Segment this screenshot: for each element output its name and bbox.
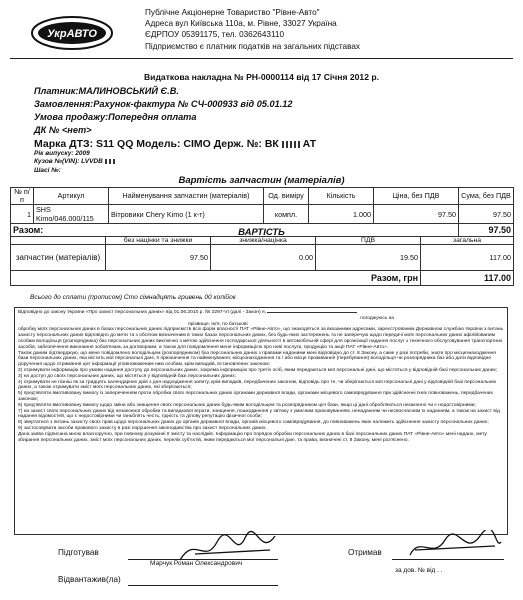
svg-text:УкрАВТО: УкрАВТО bbox=[47, 28, 97, 40]
vehicle-field bbox=[34, 138, 316, 150]
cell-num: 1 bbox=[11, 205, 34, 224]
cost-total-label: Разом, грн bbox=[11, 271, 421, 286]
cell-discount: 0.00 bbox=[211, 245, 316, 271]
sale-terms-field: Умова продажу:Попередня оплата bbox=[34, 112, 197, 122]
cost-total-row bbox=[11, 271, 514, 286]
consent-paragraph: 2) отримувати інформацію про умови надання доступу до персональних даних, зокрема інформацію про третіх осіб, яким передаються мої персональні дані, що містяться у відповідній базі персональних даних; bbox=[18, 367, 498, 373]
consent-paragraph: 3) на доступ до своїх персональних даних, що містяться у відповідній базі персональних даних; bbox=[18, 373, 237, 379]
payer-field: Платник:МАЛИНОВСЬКИЙ Є.В. bbox=[34, 86, 179, 96]
col-header: без націнки та знижки bbox=[106, 237, 211, 245]
col-header: знижка/націнка bbox=[211, 237, 316, 245]
company-tax-status: Підприємство є платник податків на загальних підставах bbox=[145, 41, 361, 51]
vin-field bbox=[34, 158, 117, 165]
cost-total-value: 117.00 bbox=[421, 271, 514, 286]
consent-paragraph: 7) на захист своїх персональних даних від незаконної обробки та випадкової втрати, знищення, пошкодження у зв'язку з умисним приховуванням, ненаданням чи несвоєчасним їх наданням, а також на захист від надання відомостей, що є недостовірними чи ганьблять честь, гідність та ділову репутацію фізичної особи; bbox=[18, 408, 500, 420]
col-header: Найменування запчастин (матеріалів) bbox=[109, 188, 264, 205]
col-header: № п/п bbox=[11, 188, 34, 205]
consent-paragraph: обробку моїх персональних даних в базах персональних даних підприємств всіх форм власності ПАТ «Рівне-Авто», що знаходяться за вказаними адресами, зареєстрованим Державною службою України з питань захисту персональних даних відповідно до мети та з обсягом визначеним в таких базах персональних даних, без будь-яких застережень та не заперечую щодо передачі моїх персональних даних афілійованим особам володільця (розпорядника) баз персональних даних виключно з метою здійснення господарської діяльності в автомобільній сфері для організації надання послуг з технічного обслуговування транспортних засобів, забезпечення виконання зобов'язань за договорами, а також для повідомлення мене інформацією про нові послуги, продукцію та акції ПАТ «Рівне-Авто». bbox=[18, 327, 504, 350]
parts-total-label: Разом: bbox=[11, 224, 459, 237]
cost-section-title: ВАРТІСТЬ bbox=[238, 227, 285, 238]
proxy-note: за дов. № від . . bbox=[395, 567, 443, 574]
table-row bbox=[11, 205, 514, 224]
cell-qty: 1.000 bbox=[309, 205, 374, 224]
company-address: Адреса вул Київська 110а, м. Рівне, 33027 Україна bbox=[145, 19, 337, 29]
consent-paragraph: Також даним підтверджую, що мене повідомлено володільцем (розпорядником) баз персональних даних з правами наданими мені відповідно до ст. 8 Закону, а саме у разі потреби, знати про місцезнаходження бази персональних даних, яка містить мої персональні дані, її призначення та найменування, місцезнаходження та / або місце проживання (перебування) володільця чи розпорядника баз або дати відповідне доручення щодо отримання цієї інформації уповноваженим ним особам, крім випадків, встановлених законом; bbox=[18, 350, 496, 368]
amount-in-words: Всього до сплати (прописом) Сто сімнадцять гривень 00 копійок bbox=[30, 294, 236, 301]
cell-name: Вітровики Chery Kimo (1 к-т) bbox=[109, 205, 264, 224]
parts-section-title: Вартість запчастин (матеріалів) bbox=[178, 175, 345, 186]
consent-paragraph: 8) звертатися з питань захисту своїх прав щодо персональних даних до органів державної влади, органів місцевого самоврядування, до повноважень яких належить здійснення захисту персональних даних; bbox=[18, 420, 489, 426]
consent-paragraph: 6) пред'являти вмотивовану вимогу щодо зміни або знищення своїх персональних даних будь-яким володільцем та розпорядником цієї бази, якщо ці дані обробляються незаконно чи є недостовірними; bbox=[18, 402, 476, 408]
cell-vat: 19.50 bbox=[316, 245, 421, 271]
header-divider bbox=[10, 58, 513, 59]
cost-header-row bbox=[11, 237, 514, 245]
col-header: Кількість bbox=[309, 188, 374, 205]
col-header: Артикул bbox=[34, 188, 109, 205]
table-row bbox=[11, 245, 514, 271]
issued-label: Підготував bbox=[58, 548, 99, 557]
col-header: Сума, без ПДВ bbox=[459, 188, 514, 205]
company-edrpou: ЄДРПОУ 05391175, тел. 0362643110 bbox=[145, 30, 285, 40]
cell-price: 97.50 bbox=[374, 205, 459, 224]
col-header: Ціна, без ПДВ bbox=[374, 188, 459, 205]
consent-agree: погоджуюсь на bbox=[360, 315, 394, 321]
parts-header-row bbox=[11, 188, 514, 205]
consent-name-hint: прізвище, ім'я, по батькові bbox=[188, 321, 248, 327]
vehicle-plate-end: АТ bbox=[302, 138, 317, 150]
company-info bbox=[145, 7, 505, 52]
cell-sum: 97.50 bbox=[459, 205, 514, 224]
cost-table bbox=[10, 236, 514, 286]
cell-unit: компл. bbox=[264, 205, 309, 224]
consent-intro: Відповідно до закону України «Про захист персональних даних» від 01.06.2010 р. № 2297-VI (далі - Закон) я, bbox=[18, 310, 504, 316]
vin-redaction bbox=[105, 159, 117, 164]
authorized-label: Відвантажив(ла) bbox=[58, 575, 121, 584]
col-header: Од. виміру bbox=[264, 188, 309, 205]
issuer-signature bbox=[175, 530, 285, 570]
authorized-sign-line bbox=[128, 585, 278, 586]
col-header bbox=[11, 237, 106, 245]
document-title: Видаткова накладна № РН-0000114 від 17 Січня 2012 р. bbox=[143, 72, 380, 82]
cell-base: 97.50 bbox=[106, 245, 211, 271]
col-header: ПДВ bbox=[316, 237, 421, 245]
vin-text: Кузов №(VIN): LVVDB bbox=[34, 158, 103, 165]
order-field: Замовлення:Рахунок-фактура № СЧ-000933 від 05.01.12 bbox=[34, 99, 293, 109]
col-header: загальна bbox=[421, 237, 514, 245]
cell-category: запчастин (матеріалів) bbox=[11, 245, 106, 271]
parts-total-value: 97.50 bbox=[459, 224, 514, 237]
consent-paragraph: 5) пред'являти вмотивовану вимогу із запереченням проти обробки своїх персональних даних органами державної влади, органами місцевого самоврядування при здійсненні їхніх повноважень, передбачених законом; bbox=[18, 391, 493, 402]
company-name: Публічне Акціонерне Товариство "Рівне-Авто" bbox=[145, 8, 320, 17]
year-field: Рік випуску: 2009 bbox=[34, 150, 90, 157]
personal-data-consent bbox=[14, 307, 508, 535]
company-logo bbox=[30, 14, 114, 52]
consent-paragraph: 4) отримувати не пізніш як за тридцять календарних днів з дня надходження запиту, крім випадків, передбачених законом, відповідь про те, чи зберігаються мої персональні дані у відповідній базі персональних даних, а також отримувати зміст моїх персональних даних, які зберігаються; bbox=[18, 379, 497, 391]
issuer-name: Марчук Роман Олександрович bbox=[150, 560, 243, 567]
receiver-signature bbox=[405, 530, 505, 564]
consent-paragraph: Дана заява підписана мною власноручно, при повному розумінні її змісту та наслідків. Інформацію про порядок обробки персональних даних в базі персональних даних ПАТ «Рівне-Авто» мені надано, мету збирання персональних даних, зміст моїх персональних даних, перелік суб'єктів, яким передаються мої персональні дані, та права, визначені ст. 8 Закону, мені роз'яснено. bbox=[18, 431, 487, 443]
received-label: Отримав bbox=[348, 548, 382, 557]
cell-article: SHS Kimo/046.000/115 bbox=[34, 205, 109, 224]
cell-total: 117.00 bbox=[421, 245, 514, 271]
plate-redaction bbox=[282, 141, 300, 148]
dk-field: ДК № <нет> bbox=[34, 125, 92, 135]
consent-paragraph: 9) застосовувати засоби правового захисту в разі порушення законодавства про захист персональних даних. bbox=[18, 425, 267, 431]
chassis-field: Шасі №: bbox=[34, 167, 61, 174]
vehicle-text: Марка ДТЗ: S11 QQ Модель: CIMO Держ. №: ВК bbox=[34, 138, 279, 150]
